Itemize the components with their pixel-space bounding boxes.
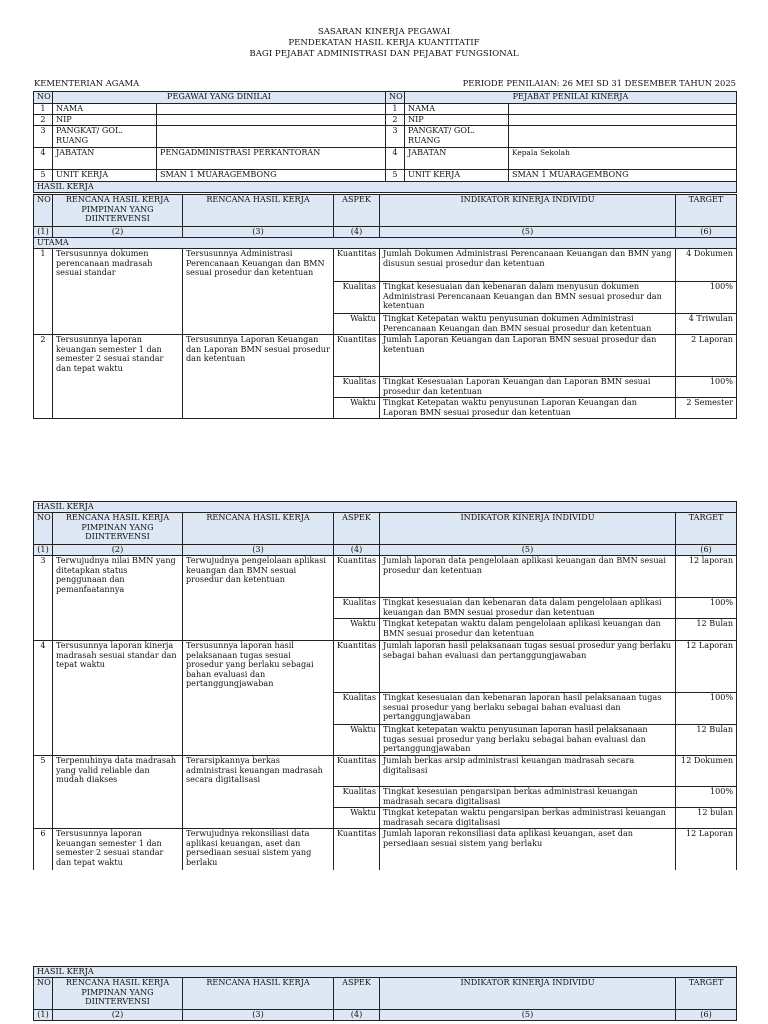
table-row: [34, 641, 737, 693]
header-aspek: ASPEK: [334, 978, 380, 1010]
pegawai-value: SMAN 1 MUARAGEMBONG: [157, 170, 386, 182]
identity-no: 3: [34, 126, 53, 148]
item-target: 12 Bulan: [676, 725, 737, 756]
table-row: [34, 829, 737, 870]
table-row: [34, 756, 737, 787]
item-indikator: Tingkat Ketepatan waktu penyusunan Laporan Keuangan dan Laporan BMN sesuai prosedur dan ketentuan: [380, 398, 676, 419]
item-target: 12 Laporan: [676, 829, 737, 870]
col-number: (4): [334, 227, 380, 238]
item-rencana: Tersusunnya Administrasi Perencanaan Keuangan dan BMN sesuai prosedur dan ketentuan: [183, 249, 334, 335]
item-target: 100%: [676, 377, 737, 398]
hasil-kerja-header-row: [34, 513, 737, 545]
item-no: 1: [34, 249, 53, 335]
col-number: (1): [34, 545, 53, 556]
item-indikator: Tingkat kesesuaian dan kebenaran laporan hasil pelaksanaan tugas sesuai prosedur yang berlaku sebagai bahan evaluasi dan pertanggungjawaban: [380, 693, 676, 725]
header-rencana-pimpinan: RENCANA HASIL KERJA PIMPINAN YANG DIINTERVENSI: [53, 195, 183, 227]
utama-row: [34, 238, 737, 249]
item-aspek: Waktu: [334, 808, 380, 829]
identity-label: NIP: [53, 115, 157, 126]
item-indikator: Tingkat kesesuaian dan kebenaran data dalam pengelolaan aplikasi keuangan dan BMN sesuai prosedur dan ketentuan: [380, 598, 676, 619]
col-number: (2): [53, 545, 183, 556]
col-number: (5): [380, 545, 676, 556]
item-indikator: Jumlah Laporan Keuangan dan Laporan BMN sesuai prosedur dan ketentuan: [380, 335, 676, 377]
column-number-row: [34, 1010, 737, 1021]
identity-no: 5: [386, 170, 405, 182]
identity-no: 5: [34, 170, 53, 182]
item-aspek: Kuantitas: [334, 556, 380, 598]
item-indikator: Tingkat kesesuian pengarsipan berkas administrasi keuangan madrasah secara digitalisasi: [380, 787, 676, 808]
col-number: (2): [53, 227, 183, 238]
col-number: (6): [676, 227, 737, 238]
table-row: [34, 335, 737, 377]
item-aspek: Kualitas: [334, 787, 380, 808]
item-target: 4 Dokumen: [676, 249, 737, 282]
pegawai-header: PEGAWAI YANG DINILAI: [53, 92, 386, 104]
col-number: (6): [676, 1010, 737, 1021]
section-label: HASIL KERJA: [34, 967, 737, 978]
header-rencana: RENCANA HASIL KERJA: [183, 513, 334, 545]
col-number: (2): [53, 1010, 183, 1021]
identity-no-header: NO: [34, 92, 53, 104]
item-indikator: Tingkat ketepatan waktu penyusunan laporan hasil pelaksanaan tugas sesuai prosedur yang berlaku sebagai bahan evaluasi dan pertanggungjawaban: [380, 725, 676, 756]
header-indikator: INDIKATOR KINERJA INDIVIDU: [380, 195, 676, 227]
col-number: (5): [380, 1010, 676, 1021]
item-indikator: Jumlah laporan data pengelolaan aplikasi keuangan dan BMN sesuai prosedur dan ketentuan: [380, 556, 676, 598]
item-rencana: Tersusunnya laporan hasil pelaksanaan tugas sesuai prosedur yang berlaku sebagai bahan evaluasi dan pertanggungjawaban: [183, 641, 334, 756]
hasil-kerja-section-row: [34, 502, 737, 513]
penilai-value: [509, 115, 737, 126]
item-aspek: Kualitas: [334, 377, 380, 398]
item-target: 12 Dokumen: [676, 756, 737, 787]
item-aspek: Kualitas: [334, 693, 380, 725]
item-indikator: Tingkat Kesesuaian Laporan Keuangan dan Laporan BMN sesuai prosedur dan ketentuan: [380, 377, 676, 398]
item-target: 12 Bulan: [676, 619, 737, 641]
item-pimpinan: Tersusunnya dokumen perencanaan madrasah sesuai standar: [53, 249, 183, 335]
penilai-value: SMAN 1 MUARAGEMBONG: [509, 170, 737, 182]
identity-row: [34, 148, 737, 170]
item-no: 6: [34, 829, 53, 870]
col-number: (4): [334, 1010, 380, 1021]
item-pimpinan: Terwujudnya nilai BMN yang ditetapkan status penggunaan dan pemanfaatannya: [53, 556, 183, 641]
utama-label: UTAMA: [34, 238, 737, 249]
pegawai-value: PENGADMINISTRASI PERKANTORAN: [157, 148, 386, 170]
identity-label: JABATAN: [53, 148, 157, 170]
item-no: 3: [34, 556, 53, 641]
column-number-row: [34, 227, 737, 238]
col-number: (6): [676, 545, 737, 556]
item-rencana: Terwujudnya pengelolaan aplikasi keuangan dan BMN sesuai prosedur dan ketentuan: [183, 556, 334, 641]
col-number: (3): [183, 227, 334, 238]
item-target: 100%: [676, 693, 737, 725]
identity-label: UNIT KERJA: [405, 170, 509, 182]
identity-label: UNIT KERJA: [53, 170, 157, 182]
item-no: 5: [34, 756, 53, 829]
item-indikator: Jumlah berkas arsip administrasi keuangan madrasah secara digitalisasi: [380, 756, 676, 787]
identity-row: [34, 126, 737, 148]
item-indikator: Tingkat ketepatan waktu pengarsipan berkas administrasi keuangan madrasah secara digitalisasi: [380, 808, 676, 829]
item-aspek: Kuantitas: [334, 829, 380, 870]
col-number: (4): [334, 545, 380, 556]
header-rencana-pimpinan: RENCANA HASIL KERJA PIMPINAN YANG DIINTERVENSI: [53, 978, 183, 1010]
header-aspek: ASPEK: [334, 513, 380, 545]
col-number: (3): [183, 545, 334, 556]
item-target: 100%: [676, 282, 737, 314]
header-target: TARGET: [676, 978, 737, 1010]
identity-label: PANGKAT/ GOL. RUANG: [53, 126, 157, 148]
item-indikator: Jumlah Dokumen Administrasi Perencanaan Keuangan dan BMN yang disusun sesuai prosedur dan ketentuan: [380, 249, 676, 282]
pegawai-value: [157, 104, 386, 115]
item-no: 2: [34, 335, 53, 419]
item-pimpinan: Tersusunnya laporan keuangan semester 1 dan semester 2 sesuai standar dan tepat waktu: [53, 335, 183, 419]
item-aspek: Kualitas: [334, 282, 380, 314]
hasil-kerja-table-page-3: [33, 966, 737, 1021]
item-pimpinan: Tersusunnya laporan keuangan semester 1 dan semester 2 sesuai standar dan tepat waktu: [53, 829, 183, 870]
penilai-value: [509, 104, 737, 115]
section-label: HASIL KERJA: [34, 502, 737, 513]
item-target: 100%: [676, 787, 737, 808]
item-aspek: Kuantitas: [334, 335, 380, 377]
item-aspek: Waktu: [334, 619, 380, 641]
identity-no: 4: [34, 148, 53, 170]
item-indikator: Tingkat Ketepatan waktu penyusunan dokumen Administrasi Perencanaan Keuangan dan BMN sesuai prosedur dan ketentuan: [380, 314, 676, 335]
identity-label: JABATAN: [405, 148, 509, 170]
item-rencana: Terarsipkannya berkas administrasi keuangan madrasah secara digitalisasi: [183, 756, 334, 829]
identity-label: PANGKAT/ GOL. RUANG: [405, 126, 509, 148]
item-pimpinan: Tersusunnya laporan kinerja madrasah sesuai standar dan tepat waktu: [53, 641, 183, 756]
header-rencana: RENCANA HASIL KERJA: [183, 195, 334, 227]
item-indikator: Jumlah laporan hasil pelaksanaan tugas sesuai prosedur yang berlaku sebagai bahan evaluasi dan pertanggungjawaban: [380, 641, 676, 693]
identity-no: 4: [386, 148, 405, 170]
identity-row: [34, 104, 737, 115]
item-rencana: Tersusunnya Laporan Keuangan dan Laporan BMN sesuai prosedur dan ketentuan: [183, 335, 334, 419]
pegawai-value: [157, 126, 386, 148]
col-number: (1): [34, 227, 53, 238]
col-number: (1): [34, 1010, 53, 1021]
identity-no: 3: [386, 126, 405, 148]
identity-header-row: [34, 92, 737, 104]
item-target: 12 bulan: [676, 808, 737, 829]
item-pimpinan: Terpenuhinya data madrasah yang valid reliable dan mudah diakses: [53, 756, 183, 829]
item-aspek: Waktu: [334, 314, 380, 335]
header-no: NO: [34, 195, 53, 227]
item-aspek: Kuantitas: [334, 641, 380, 693]
item-target: 4 Triwulan: [676, 314, 737, 335]
hasil-kerja-header-row: [34, 195, 737, 227]
identity-no: 1: [34, 104, 53, 115]
identity-label: NAMA: [405, 104, 509, 115]
hasil-kerja-section-row: [34, 967, 737, 978]
section-label: HASIL KERJA: [34, 182, 737, 193]
title-line-2: PENDEKATAN HASIL KERJA KUANTITATIF: [288, 38, 480, 48]
penilai-value: [509, 126, 737, 148]
identity-no-header-2: NO: [386, 92, 405, 104]
header-rencana-pimpinan: RENCANA HASIL KERJA PIMPINAN YANG DIINTERVENSI: [53, 513, 183, 545]
item-indikator: Tingkat kesesuaian dan kebenaran dalam menyusun dokumen Administrasi Perencanaan Keuangan dan BMN sesuai prosedur dan ketentuan: [380, 282, 676, 314]
item-aspek: Kuantitas: [334, 756, 380, 787]
item-target: 12 laporan: [676, 556, 737, 598]
header-target: TARGET: [676, 195, 737, 227]
table-row: [34, 556, 737, 598]
hasil-kerja-table-page-2: [33, 501, 737, 870]
identity-no: 2: [34, 115, 53, 126]
item-no: 4: [34, 641, 53, 756]
ministry-label: KEMENTERIAN AGAMA: [34, 78, 140, 88]
identity-label: NIP: [405, 115, 509, 126]
header-indikator: INDIKATOR KINERJA INDIVIDU: [380, 513, 676, 545]
title-line-1: SASARAN KINERJA PEGAWAI: [317, 27, 451, 37]
header-no: NO: [34, 513, 53, 545]
hasil-kerja-section-row: [34, 182, 737, 193]
period-label: PERIODE PENILAIAN: 26 MEI SD 31 DESEMBER TAHUN 2025: [462, 78, 736, 88]
item-target: 12 Laporan: [676, 641, 737, 693]
header-rencana: RENCANA HASIL KERJA: [183, 978, 334, 1010]
identity-row: [34, 170, 737, 182]
identity-table: [33, 91, 737, 193]
identity-no: 2: [386, 115, 405, 126]
header-no: NO: [34, 978, 53, 1010]
column-number-row: [34, 545, 737, 556]
identity-row: [34, 115, 737, 126]
item-aspek: Waktu: [334, 398, 380, 419]
title-line-3: BAGI PEJABAT ADMINISTRASI DAN PEJABAT FUNGSIONAL: [249, 49, 519, 59]
col-number: (3): [183, 1010, 334, 1021]
item-indikator: Tingkat ketepatan waktu dalam pengelolaan aplikasi keuangan dan BMN sesuai prosedur dan ketentuan: [380, 619, 676, 641]
header-indikator: INDIKATOR KINERJA INDIVIDU: [380, 978, 676, 1010]
hasil-kerja-header-row: [34, 978, 737, 1010]
item-rencana: Terwujudnya rekonsiliasi data aplikasi keuangan, aset dan persediaan sesuai sistem yang berlaku: [183, 829, 334, 870]
document-meta: [34, 78, 736, 88]
header-target: TARGET: [676, 513, 737, 545]
item-aspek: Kuantitas: [334, 249, 380, 282]
identity-no: 1: [386, 104, 405, 115]
item-aspek: Waktu: [334, 725, 380, 756]
table-row: [34, 249, 737, 282]
hasil-kerja-table-page-1: [33, 194, 737, 419]
item-target: 2 Semester: [676, 398, 737, 419]
item-indikator: Jumlah laporan rekonsiliasi data aplikasi keuangan, aset dan persediaan sesuai sistem yang berlaku: [380, 829, 676, 870]
item-target: 100%: [676, 598, 737, 619]
item-target: 2 Laporan: [676, 335, 737, 377]
document-title: [0, 27, 768, 60]
penilai-header: PEJABAT PENILAI KINERJA: [405, 92, 737, 104]
item-aspek: Kualitas: [334, 598, 380, 619]
penilai-value: Kepala Sekolah: [509, 148, 737, 170]
col-number: (5): [380, 227, 676, 238]
pegawai-value: [157, 115, 386, 126]
identity-label: NAMA: [53, 104, 157, 115]
header-aspek: ASPEK: [334, 195, 380, 227]
